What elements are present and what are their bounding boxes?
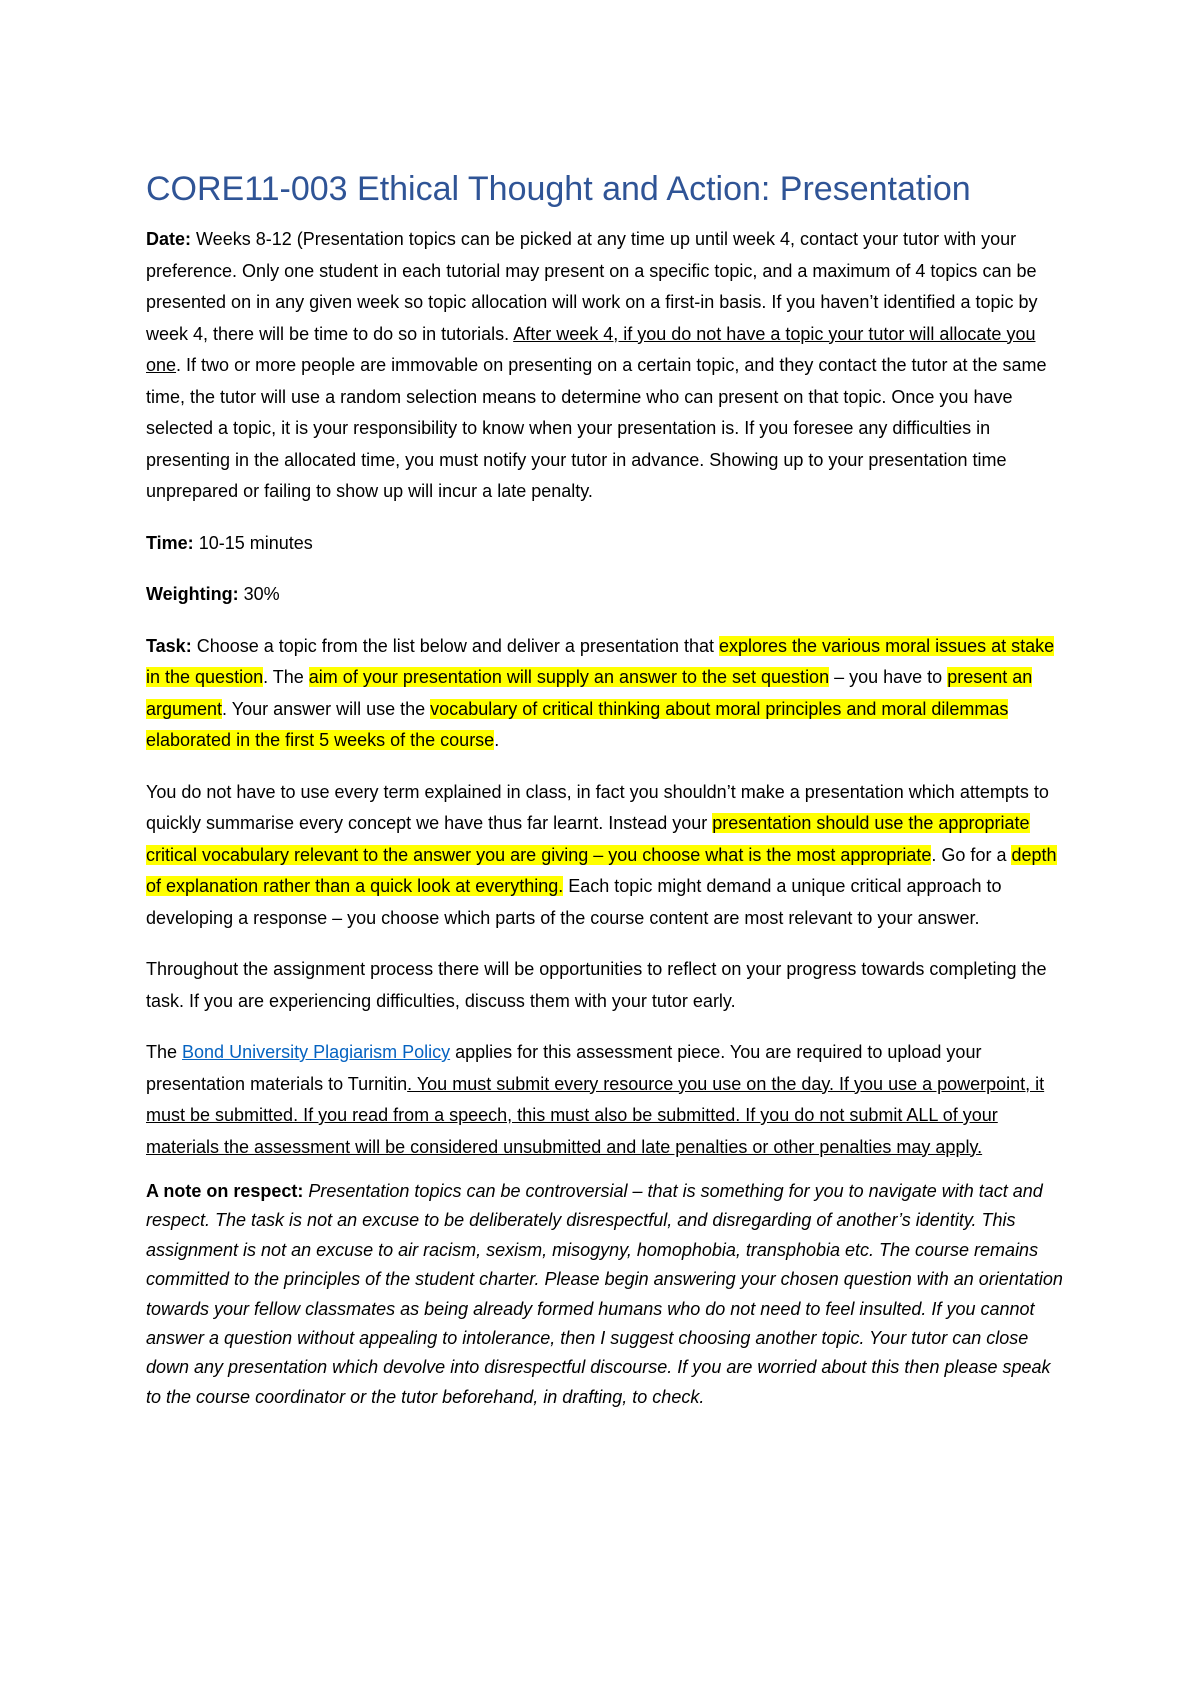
date-text-2: . If two or more people are immovable on presenting on a certain topic, and they contact the tutor at the same time, the tutor will use a random selection means to determine who can present on that topic. Once you have selected a topic, it is your responsibility to know when your presentation is. If you foresee any difficulties in presenting in the allocated time, you must notify your tutor in advance. Showing up to your presentation time unprepared or failing to show up will incur a late penalty. xyxy=(146,355,1047,501)
task-label: Task: xyxy=(146,635,192,656)
terms-paragraph xyxy=(146,777,1066,935)
weighting-value: 30% xyxy=(238,584,280,604)
task-highlight-3: present an argument xyxy=(146,667,1033,719)
terms-text-1: You do not have to use every term explained in class, in fact you shouldn’t make a presentation which attempts to quickly summarise every concept we have thus far learnt. Instead your xyxy=(146,781,1049,833)
date-text-1: Weeks 8-12 (Presentation topics can be picked at any time up until week 4, contact your tutor with your preference. Only one student in each tutorial may present on a specific topic, and a maximum of 4 topics can be presented on in any given week so topic allocation will work on a first-in basis. If you haven’t identified a topic by week 4, there will be time to do so in tutorials. xyxy=(146,229,1038,344)
respect-text: Presentation topics can be controversial – that is something for you to navigate with tact and respect. The task is not an excuse to be deliberately disrespectful, and disregarding of another’s identity. This assignment is not an excuse to air racism, sexism, misogyny, homophobia, transphobia etc. The course remains committed to the principles of the student charter. Please begin answering your chosen question with an orientation towards your fellow classmates as being already formed humans who do not need to feel insulted. If you cannot answer a question without appealing to intolerance, then I suggest choosing another topic. Your tutor can close down any presentation which devolve into disrespectful discourse. If you are worried about this then please speak to the course coordinator or the tutor beforehand, in drafting, to check. xyxy=(146,1181,1063,1407)
policy-text-2: applies for this assessment piece. You are required to upload your presentation materials to Turnitin xyxy=(146,1042,982,1094)
task-highlight-4: vocabulary of critical thinking about moral principles and moral dilemmas elaborated in the first 5 weeks of the course xyxy=(146,698,1009,750)
process-paragraph: Throughout the assignment process there will be opportunities to reflect on your progress towards completing the task. If you are experiencing difficulties, discuss them with your tutor early. xyxy=(146,959,1047,1011)
weighting-paragraph xyxy=(146,579,1066,611)
task-text-2: . The xyxy=(263,667,309,687)
page-title: CORE11-003 Ethical Thought and Action: Presentation xyxy=(146,170,971,208)
respect-label: A note on respect: xyxy=(146,1181,304,1201)
terms-highlight-2: depth of explanation rather than a quick look at everything. xyxy=(146,844,1057,896)
date-underlined-text: After week 4, if you do not have a topic your tutor will allocate you one xyxy=(146,323,1036,375)
terms-highlight-1: presentation should use the appropriate critical vocabulary relevant to the answer you are giving – you choose what is the most appropriate xyxy=(146,813,1030,865)
policy-underlined-text: . You must submit every resource you use on the day. If you use a powerpoint, it must be submitted. If you read from a speech, this must also be submitted. If you do not submit ALL of your materials the assessment will be considered unsubmitted and late penalties or other penalties may apply. xyxy=(146,1073,1045,1157)
plagiarism-policy-link[interactable]: Bond University Plagiarism Policy xyxy=(182,1042,451,1062)
time-value: 10-15 minutes xyxy=(193,532,313,553)
task-text-5: . xyxy=(494,730,500,750)
task-text-1: Choose a topic from the list below and deliver a presentation that xyxy=(191,635,719,656)
task-highlight-1: explores the various moral issues at stake in the question xyxy=(146,635,1055,687)
time-label: Time: xyxy=(146,532,194,553)
terms-text-3: Each topic might demand a unique critical approach to developing a response – you choose which parts of the course content are most relevant to your answer. xyxy=(146,876,1002,928)
policy-text-1: The xyxy=(146,1042,183,1062)
respect-paragraph xyxy=(146,1177,1066,1412)
date-paragraph xyxy=(146,224,1066,508)
policy-paragraph xyxy=(146,1037,1066,1163)
time-paragraph xyxy=(146,528,1066,560)
task-highlight-2: aim of your presentation will supply an answer to the set question xyxy=(308,667,830,687)
weighting-label: Weighting: xyxy=(146,584,239,604)
task-text-3: – you have to xyxy=(829,667,948,687)
document-page xyxy=(146,168,1066,1412)
terms-text-2: . Go for a xyxy=(931,844,1012,865)
task-paragraph xyxy=(146,631,1066,757)
date-label: Date: xyxy=(146,229,192,249)
task-text-4: . Your answer will use the xyxy=(222,698,431,719)
